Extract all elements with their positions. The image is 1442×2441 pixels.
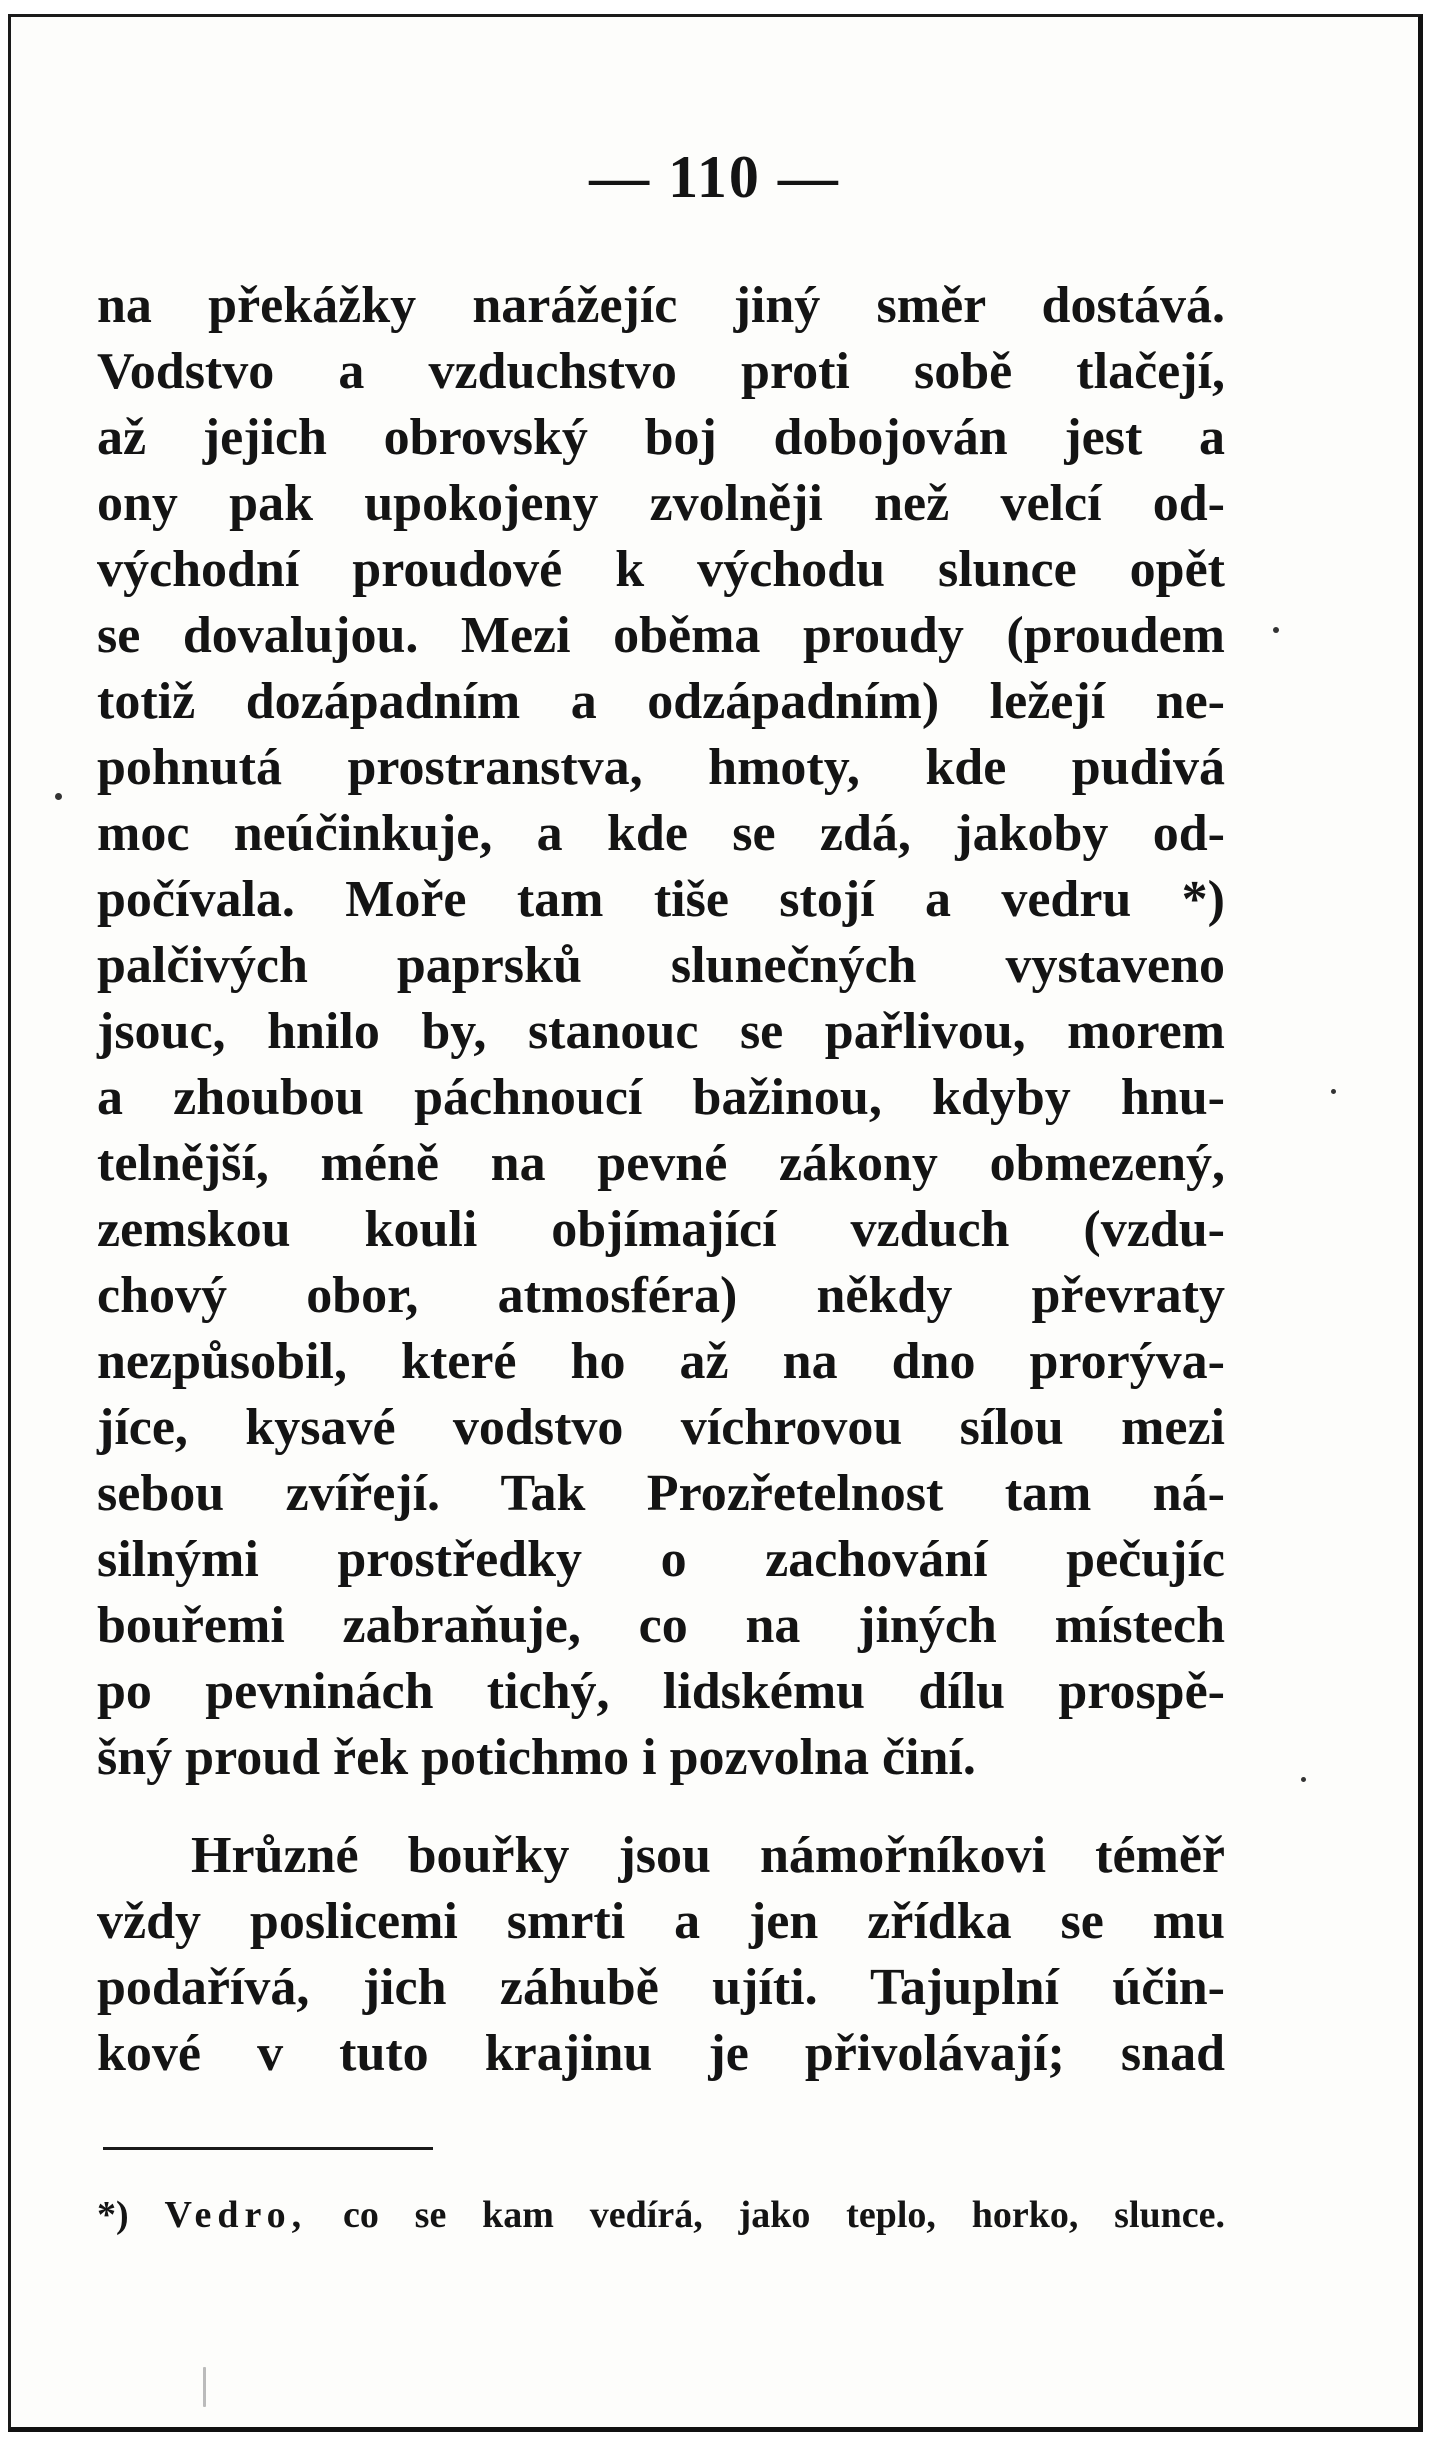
text-line: palčivých paprsků slunečných vystaveno xyxy=(97,937,1225,994)
text-line: silnými prostředky o zachování pečujíc xyxy=(97,1531,1225,1588)
page-number: — 110 — xyxy=(589,144,840,210)
text-line: sebou zvířejí. Tak Prozřetelnost tam ná- xyxy=(97,1465,1225,1522)
text-line: vždy poslicemi smrti a jen zřídka se mu xyxy=(97,1893,1225,1950)
text-line: bouřemi zabraňuje, co na jiných místech xyxy=(97,1597,1225,1654)
text-line: nezpůsobil, které ho až na dno prorýva- xyxy=(97,1333,1225,1390)
text-line: kové v tuto krajinu je přivolávají; snad xyxy=(97,2025,1225,2082)
footnote-text: co se kam vedírá, jako teplo, horko, slunce. xyxy=(342,2194,1226,2236)
text-line: ony pak upokojeny zvolněji než velcí od- xyxy=(97,475,1225,532)
text-line: jsouc, hnilo by, stanouc se pařlivou, morem xyxy=(97,1003,1225,1060)
scan-speck xyxy=(1273,627,1279,633)
text-line: pohnutá prostranstva, hmoty, kde pudivá xyxy=(97,739,1225,796)
text-line: jíce, kysavé vodstvo víchrovou sílou mezi xyxy=(97,1399,1225,1456)
text-line: se dovalujou. Mezi oběma proudy (proudem xyxy=(97,607,1225,664)
text-line: Hrůzné bouřky jsou námořníkovi téměř xyxy=(191,1827,1225,1884)
book-page xyxy=(8,14,1423,2432)
text-line: zemskou kouli objímající vzduch (vzdu- xyxy=(97,1201,1225,1258)
text-line: chový obor, atmosféra) někdy převraty xyxy=(97,1267,1225,1324)
text-line: po pevninách tichý, lidskému dílu prospě- xyxy=(97,1663,1225,1720)
footnote-divider xyxy=(103,2147,433,2150)
text-line: až jejich obrovský boj dobojován jest a xyxy=(97,409,1225,466)
text-line: telnější, méně na pevné zákony obmezený, xyxy=(97,1135,1225,1192)
text-line: Vodstvo a vzduchstvo proti sobě tlačejí, xyxy=(97,343,1225,400)
scan-speck xyxy=(55,793,62,800)
text-line: a zhoubou páchnoucí bažinou, kdyby hnu- xyxy=(97,1069,1225,1126)
text-line: východní proudové k východu slunce opět xyxy=(97,541,1225,598)
footnote-term: Vedro, xyxy=(164,2194,308,2236)
footnote xyxy=(97,2185,1225,2245)
text-line: moc neúčinkuje, a kde se zdá, jakoby od- xyxy=(97,805,1225,862)
scan-mark xyxy=(203,2367,206,2407)
text-line: počívala. Moře tam tiše stojí a vedru *) xyxy=(97,871,1225,928)
scan-speck xyxy=(1331,1089,1336,1094)
text-line: totiž dozápadním a odzápadním) ležejí ne- xyxy=(97,673,1225,730)
text-line: podařívá, jich záhubě ujíti. Tajuplní účin- xyxy=(97,1959,1225,2016)
footnote-marker: *) xyxy=(97,2194,129,2236)
scan-speck xyxy=(1301,1777,1306,1782)
text-line: šný proud řek potichmo i pozvolna činí. xyxy=(97,1729,976,1786)
text-line: na překážky narážejíc jiný směr dostává. xyxy=(97,277,1225,334)
